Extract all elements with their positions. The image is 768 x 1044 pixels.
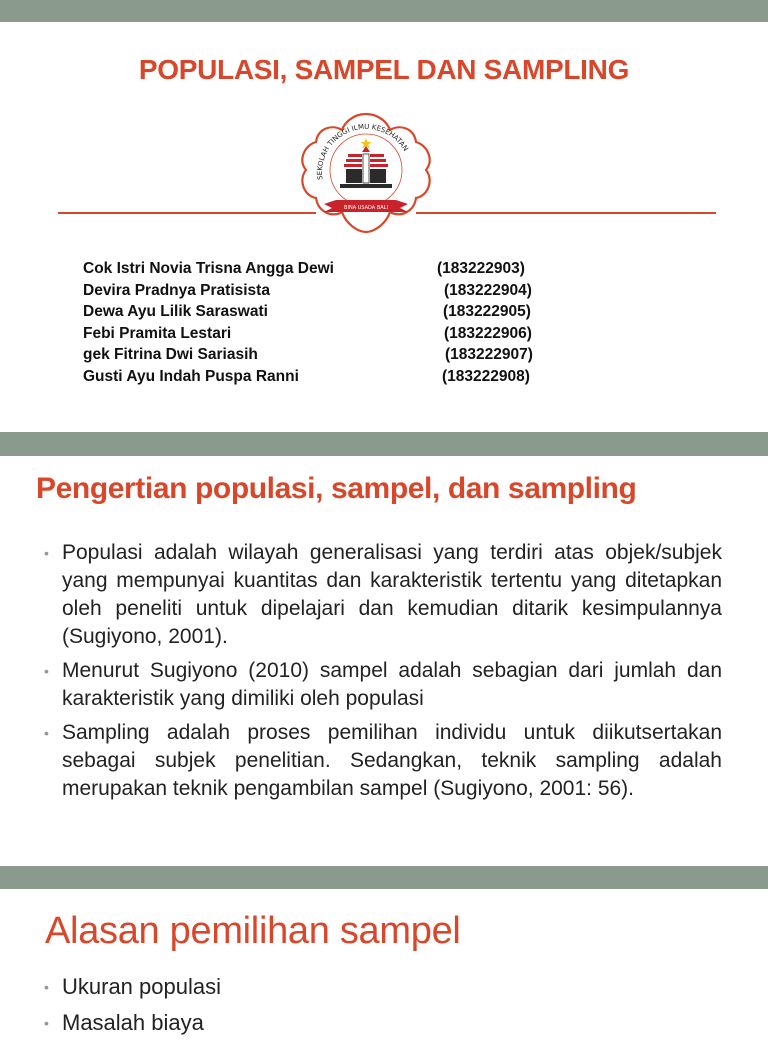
student-id: (183222908) — [442, 367, 530, 385]
author-row — [83, 282, 603, 304]
author-row — [83, 260, 603, 282]
author-row — [83, 346, 603, 368]
student-id: (183222904) — [444, 281, 532, 299]
definition-bullet-list — [44, 539, 722, 809]
author-name: Gusti Ayu Indah Puspa Ranni — [83, 367, 299, 385]
emblem-ribbon-text: BINA USADA BALI — [344, 205, 388, 211]
bullet-item: • Populasi adalah wilayah generalisasi yang terdiri atas objek/subjek yang mempunyai kuantitas dan karakteristik tertentu yang ditetapkan oleh peneliti untuk dipelajari dan kemudian ditarik kesimpulannya (Sugiyono, 2001). — [44, 539, 722, 651]
top-separator-bar — [0, 0, 768, 22]
author-list — [83, 260, 603, 390]
slide-heading: Alasan pemilihan sampel — [45, 910, 461, 952]
student-id: (183222905) — [443, 303, 531, 321]
title-rule-right — [416, 212, 716, 214]
svg-text:SEKOLAH TINGGI ILMU KESEHATAN: SEKOLAH TINGGI ILMU KESEHATAN — [315, 122, 410, 181]
author-name: Cok Istri Novia Trisna Angga Dewi — [83, 260, 334, 277]
separator-bar — [0, 866, 768, 889]
author-name: gek Fitrina Dwi Sariasih — [83, 346, 258, 364]
reasons-bullet-list — [44, 972, 722, 1044]
slide-title: POPULASI, SAMPEL DAN SAMPLING — [138, 54, 630, 85]
bullet-item: • Ukuran populasi — [44, 972, 722, 1002]
bullet-item: • Masalah biaya — [44, 1008, 722, 1038]
bullet-item: • Sampling adalah proses pemilihan individu untuk diikutsertakan sebagai subjek penelitian. Sedangkan, teknik sampling adalah merupakan teknik pengambilan sampel (Sugiyono, 2001: 56). — [44, 719, 722, 803]
author-name: Febi Pramita Lestari — [83, 324, 232, 342]
college-emblem-logo — [296, 108, 436, 240]
separator-bar — [0, 432, 768, 456]
author-name: Devira Pradnya Pratisista — [83, 281, 270, 299]
student-id: (183222906) — [444, 324, 532, 342]
author-row — [83, 303, 603, 325]
author-name: Dewa Ayu Lilik Saraswati — [83, 303, 268, 321]
author-row — [83, 368, 603, 390]
bullet-item: • Menurut Sugiyono (2010) sampel adalah sebagian dari jumlah dan karakteristik yang dimiliki oleh populasi — [44, 657, 722, 713]
student-id: (183222907) — [445, 346, 533, 364]
title-rule-left — [58, 212, 316, 214]
author-row — [83, 325, 603, 347]
student-id: (183222903) — [437, 260, 525, 277]
slide-heading: Pengertian populasi, sampel, dan sampling — [36, 472, 637, 505]
